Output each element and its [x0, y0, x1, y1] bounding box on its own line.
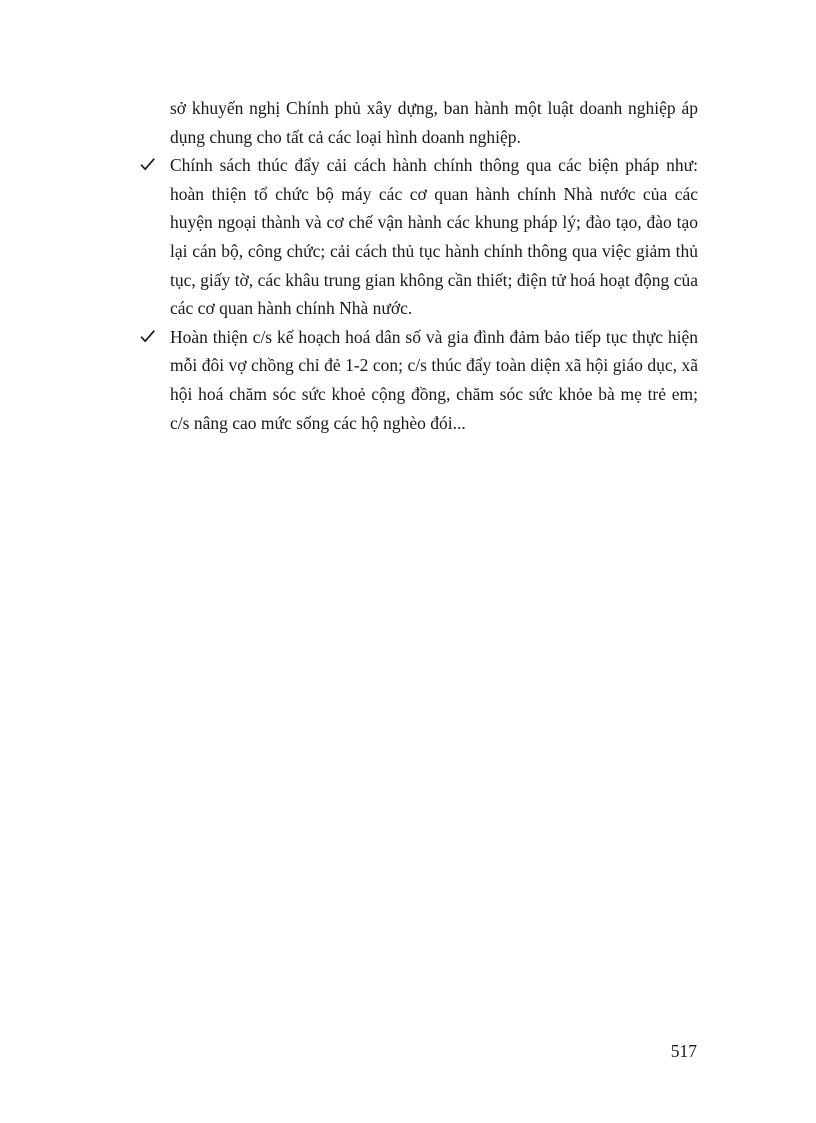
page-body	[140, 94, 698, 437]
checkmark-icon	[140, 151, 160, 180]
checkmark-icon	[140, 323, 160, 352]
bullet-text: Chính sách thúc đẩy cải cách hành chính thông qua các biện pháp như: hoàn thiện tổ chức bộ máy các cơ quan hành chính Nhà nước của các huyện ngoại thành và cơ chế vận hành các khung pháp lý; đào tạo, đào tạo lại cán bộ, công chức; cải cách thủ tục hành chính thông qua việc giảm thủ tục, giấy tờ, các khâu trung gian không cần thiết; điện tử hoá hoạt động của các cơ quan hành chính Nhà nước.	[170, 155, 698, 319]
bullet-text: Hoàn thiện c/s kế hoạch hoá dân số và gia đình đảm bảo tiếp tục thực hiện mỗi đôi vợ chồng chỉ đẻ 1-2 con; c/s thúc đẩy toàn diện xã hội giáo dục, xã hội hoá chăm sóc sức khoẻ cộng đồng, chăm sóc sức khỏe bà mẹ trẻ em; c/s nâng cao mức sống các hộ nghèo đói...	[170, 326, 698, 433]
page-number: 517	[670, 1041, 697, 1061]
bullet-item	[140, 323, 698, 437]
continuation-paragraph: sở khuyến nghị Chính phủ xây dựng, ban hành một luật doanh nghiệp áp dụng chung cho tất cả các loại hình doanh nghiệp.	[170, 98, 698, 147]
bullet-item	[140, 151, 698, 323]
